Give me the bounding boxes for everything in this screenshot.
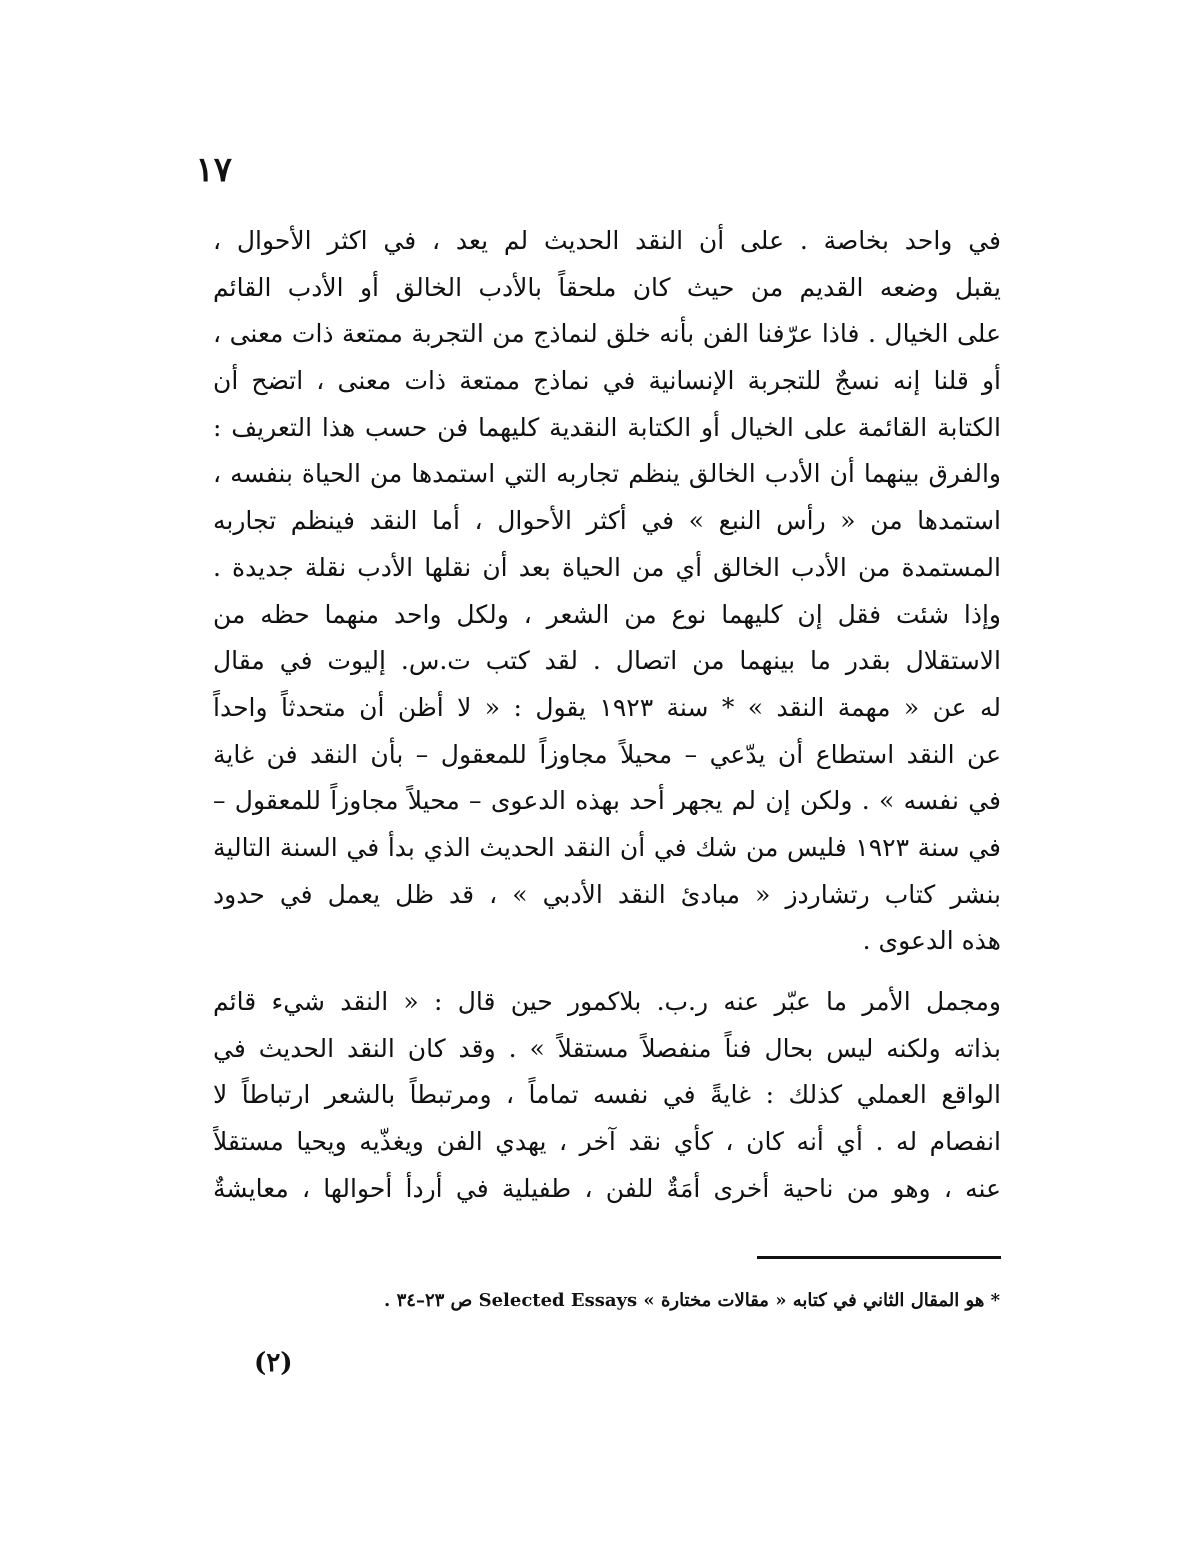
text-line: انفصام له . أي أنه كان ، كأي نقد آخر ، يهدي الفن ويغذّيه ويحيا مستقلاً [213,1127,1001,1157]
text-line: الواقع العملي كذلك : غايةً في نفسه تماماً ، ومرتبطاً بالشعر ارتباطاً لا [213,1080,1001,1110]
page-number: ١٧ [195,150,232,190]
text-line: له عن « مهمة النقد » * سنة ١٩٢٣ يقول : « لا أظن أن متحدثاً واحداً [213,692,1001,722]
text-line: في سنة ١٩٢٣ فليس من شك في أن النقد الحديث الذي بدأ في السنة التالية [213,832,1001,862]
paragraph-gap [213,965,1001,979]
text-line: عن النقد استطاع أن يدّعي – محيلاً مجاوزاً للمعقول – بأن النقد فن غاية [213,739,1001,769]
text-line: في واحد بخاصة . على أن النقد الحديث لم يعد ، في اكثر الأحوال ، [213,226,1001,255]
text-line: والفرق بينهما أن الأدب الخالق ينظم تجاربه التي استمدها من الحياة بنفسه ، [213,459,1001,489]
text-line: عنه ، وهو من ناحية أخرى أمَةٌ للفن ، طفيلية في أردأ أحوالها ، معايشةٌ [213,1173,1001,1203]
text-line: يقبل وضعه القديم من حيث كان ملحقاً بالأدب الخالق أو الأدب القائم [213,272,1001,302]
paragraph-1 [213,218,1001,965]
text-line: المستمدة من الأدب الخالق أي من الحياة بعد أن نقلها الأدب نقلة جديدة . [213,552,1001,582]
paragraph-2 [213,979,1001,1212]
text-line: الاستقلال بقدر ما بينهما من اتصال . لقد كتب ت.س. إليوت في مقال [213,646,1001,676]
footnote-separator [757,1256,1001,1259]
footnote: * هو المقال الثاني في كتابه « مقالات مختارة » Selected Essays ص ٢٣–٣٤ . [384,1290,1000,1311]
text-line: الكتابة القائمة على الخيال أو الكتابة النقدية كليهما فن حسب هذا التعريف : [213,412,1001,442]
text-line: وإذا شئت فقل إن كليهما نوع من الشعر ، ولكل واحد منهما حظه من [213,599,1001,629]
text-line: على الخيال . فاذا عرّفنا الفن بأنه خلق لنماذج من التجربة ممتعة ذات معنى ، [213,319,1001,349]
text-line: أو قلنا إنه نسجٌ للتجربة الإنسانية في نماذج ممتعة ذات معنى ، اتضح أن [213,366,1001,396]
text-line: بنشر كتاب رتشاردز « مبادئ النقد الأدبي » ، قد ظل يعمل في حدود [213,879,1001,909]
text-line: بذاته ولكنه ليس بحال فناً منفصلاً مستقلاً » . وقد كان النقد الحديث في [213,1033,1001,1063]
text-line: في نفسه » . ولكن إن لم يجهر أحد بهذه الدعوى – محيلاً مجاوزاً للمعقول – [213,786,1001,816]
signature-mark: (٢) [254,1348,293,1378]
text-line: ومجمل الأمر ما عبّر عنه ر.ب. بلاكمور حين قال : « النقد شيء قائم [213,987,1001,1016]
body-text [213,218,1001,1212]
text-line: استمدها من « رأس النبع » في أكثر الأحوال ، أما النقد فينظم تجاربه [213,506,1001,536]
text-line: هذه الدعوى . [862,926,1001,956]
